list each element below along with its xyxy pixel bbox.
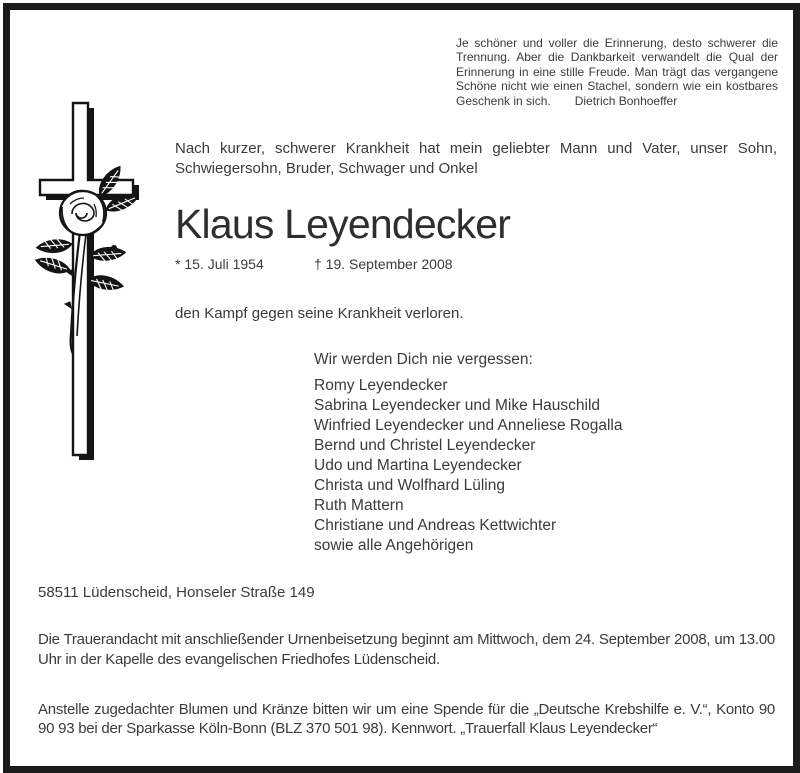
mourner-name: Romy Leyendecker: [314, 377, 448, 394]
mourner-name: Ruth Mattern: [314, 497, 404, 514]
quote-author: Dietrich Bonhoeffer: [574, 93, 678, 108]
mourner-name: Christa und Wolfhard Lüling: [314, 477, 505, 494]
life-dates: [175, 256, 453, 273]
mourner-name: Christiane und Andreas Kettwichter: [314, 517, 557, 534]
deceased-name: Klaus Leyendecker: [175, 201, 511, 247]
service-info: Die Trauerandacht mit anschließender Urnenbeisetzung beginnt am Mittwoch, dem 24. September 2008, um 13.00 Uhr in der Kapelle des evangelischen Friedhofes Lüdenscheid.: [38, 631, 775, 668]
cross-rose-artwork: [26, 96, 166, 466]
mourners-heading: Wir werden Dich nie vergessen:: [314, 351, 533, 368]
mourner-name: Udo und Martina Leyendecker: [314, 457, 522, 474]
memorial-quote: [456, 36, 778, 108]
intro-text: Nach kurzer, schwerer Krankheit hat mein geliebter Mann und Vater, unser Sohn, Schwiegersohn, Bruder, Schwager und Onkel: [175, 140, 777, 177]
death-date: † 19. September 2008: [314, 256, 453, 272]
mourner-name: Winfried Leyendecker und Anneliese Rogalla: [314, 417, 623, 434]
closing-line: den Kampf gegen seine Krankheit verloren.: [175, 305, 464, 322]
cross-icon: [40, 103, 133, 455]
mourner-name: Sabrina Leyendecker und Mike Hauschild: [314, 397, 601, 414]
mourner-name: sowie alle Angehörigen: [314, 537, 474, 554]
home-address: 58511 Lüdenscheid, Honseler Straße 149: [38, 584, 315, 601]
donation-info: Anstelle zugedachter Blumen und Kränze bitten wir um eine Spende für die „Deutsche Krebshilfe e. V.“, Konto 90 90 93 bei der Sparkasse Köln-Bonn (BLZ 370 501 98). Kennwort. „Trauerfall Klaus Leyendecker“: [38, 701, 775, 737]
birth-date: * 15. Juli 1954: [175, 256, 264, 272]
mourner-name: Bernd und Christel Leyendecker: [314, 437, 536, 454]
memorial-quote-text: Je schöner und voller die Erinnerung, desto schwerer die Trennung. Aber die Dankbarkeit verwandelt die Qual der Erinnerung in eine stille Freude. Man trägt das vergangene Schöne nicht wie einen Stachel, sondern wie ein kostbares Geschenk in sich.: [456, 36, 778, 108]
mourners-section: [314, 350, 734, 556]
